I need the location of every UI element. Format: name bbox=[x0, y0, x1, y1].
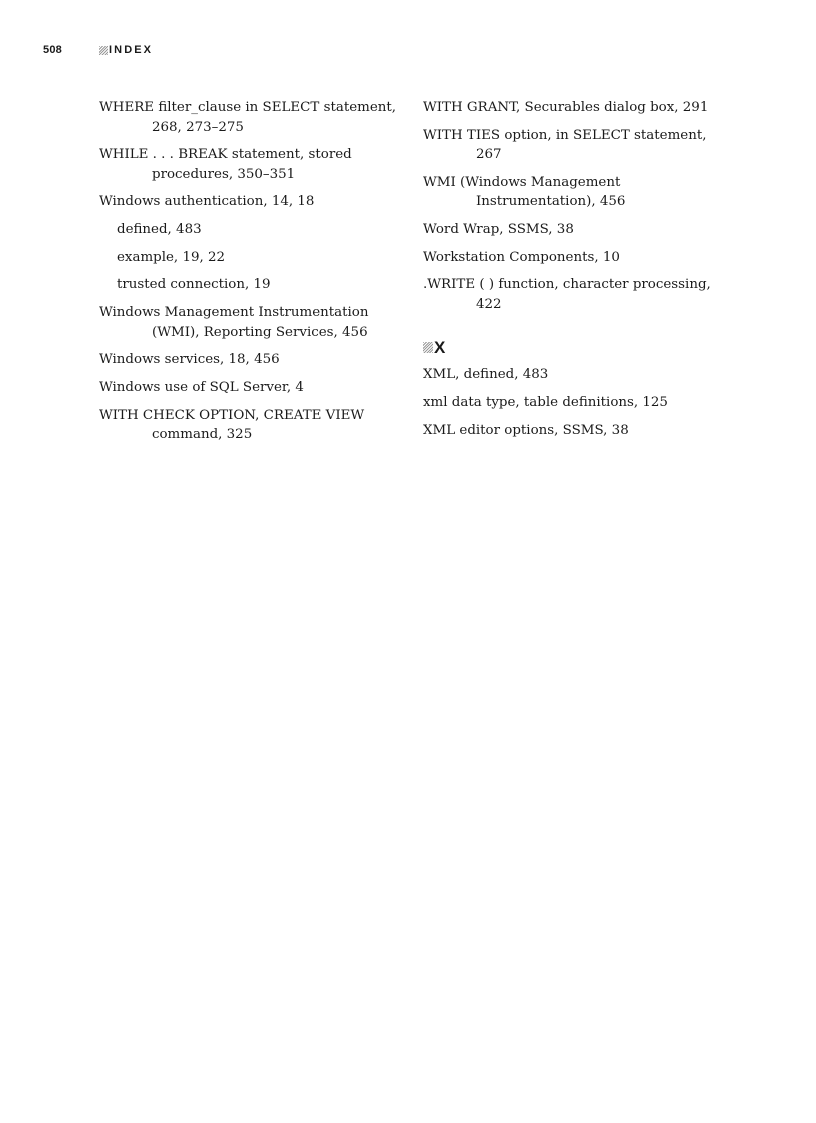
hatch-marker-icon bbox=[99, 46, 108, 55]
index-entry: Windows use of SQL Server, 4 bbox=[99, 380, 304, 395]
index-subentry: defined, 483 bbox=[117, 222, 202, 238]
index-subentry: trusted connection, 19 bbox=[117, 277, 271, 293]
index-subentry: example, 19, 22 bbox=[117, 249, 226, 265]
index-entry: Workstation Components, 10 bbox=[423, 249, 620, 265]
index-column-right bbox=[423, 98, 733, 449]
index-entry: xml data type, table definitions, 125 bbox=[423, 395, 668, 411]
index-entry: Word Wrap, SSMS, 38 bbox=[423, 222, 574, 238]
running-head bbox=[43, 42, 153, 58]
index-entry: Windows services, 18, 456 bbox=[99, 352, 280, 368]
index-entry: WITH TIES option, in SELECT statement, 267 bbox=[423, 127, 707, 163]
letter-heading-text: X bbox=[434, 337, 446, 357]
page-number: 508 bbox=[43, 44, 62, 56]
index-entry: .WRITE ( ) function, character processing, 422 bbox=[423, 277, 711, 312]
index-entry: WHERE filter_clause in SELECT statement, 268, 273–275 bbox=[99, 100, 397, 135]
index-entry: Windows Management Instrumentation (WMI), Reporting Services, 456 bbox=[99, 305, 369, 340]
index-entry: WITH CHECK OPTION, CREATE VIEW command, 325 bbox=[99, 407, 365, 443]
hatch-marker-icon bbox=[423, 342, 433, 353]
index-entry: WMI (Windows Management Instrumentation), 456 bbox=[423, 174, 626, 210]
index-entry: WITH GRANT, Securables dialog box, 291 bbox=[423, 100, 709, 115]
index-entry: XML, defined, 483 bbox=[423, 367, 549, 383]
section-label: INDEX bbox=[109, 44, 154, 56]
index-entry: WHILE . . . BREAK statement, stored procedures, 350–351 bbox=[99, 147, 352, 182]
index-entry: XML editor options, SSMS, 38 bbox=[423, 422, 629, 438]
letter-heading-x bbox=[423, 336, 733, 358]
index-entry: Windows authentication, 14, 18 bbox=[99, 194, 315, 210]
index-column-left bbox=[99, 98, 399, 453]
